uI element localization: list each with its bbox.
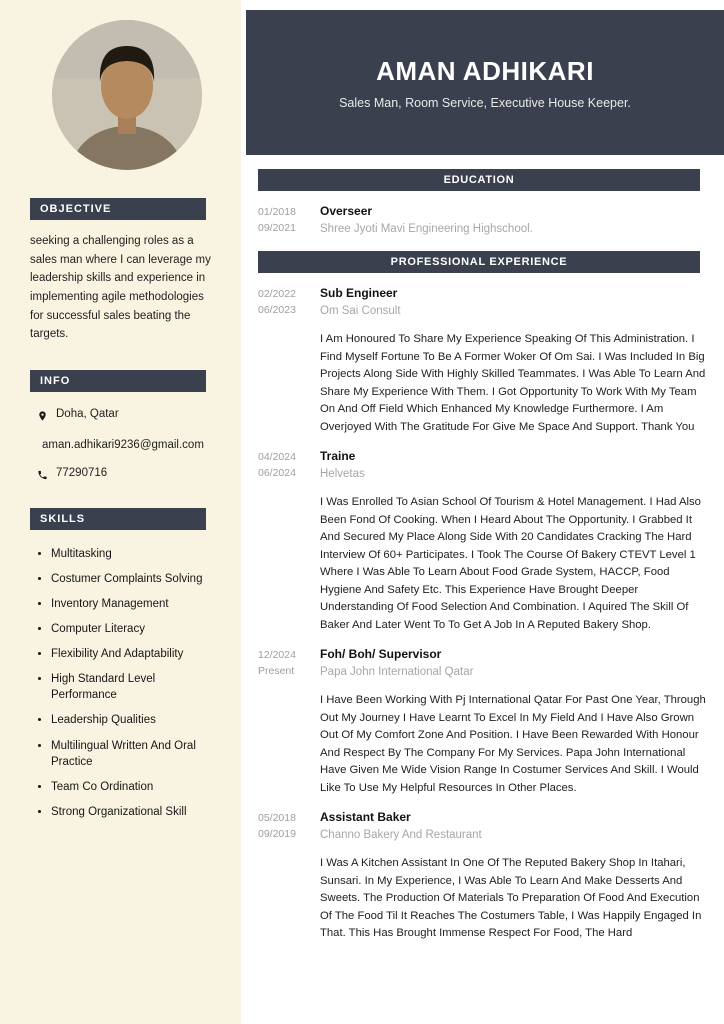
info-header — [30, 370, 206, 392]
profile-photo — [52, 20, 202, 170]
phone-icon — [36, 468, 48, 482]
experience-entry — [258, 286, 710, 436]
entry-body — [320, 204, 710, 237]
location-item — [30, 408, 223, 423]
entry-org: Shree Jyoti Mavi Engineering Highschool. — [320, 223, 533, 235]
entry-role: Foh/ Boh/ Supervisor — [320, 647, 442, 661]
location-text: Doha, Qatar — [56, 407, 119, 420]
date-start: 01/2018 — [258, 206, 296, 218]
entry-description: I Have Been Working With Pj International Qatar For Past One Year, Through Out My Journey I Have Learnt To Excel In My Field And I Have Also Grown Out Of My Comfort Zone And Position. I Have Been Rewarded With Honour And Respect By The Company For My Services. Papa John International Have Given Me Wide Vision Range In Costumer Services And Skill. I Would Like To Use My Helpful Resources In Other Places. — [320, 694, 706, 794]
date-start: 04/2024 — [258, 451, 296, 463]
entry-role: Assistant Baker — [320, 810, 411, 824]
entry-body — [320, 449, 710, 634]
entry-org: Om Sai Consult — [320, 305, 401, 317]
entry-dates — [258, 286, 320, 436]
main-content — [241, 0, 724, 1024]
date-end: 06/2023 — [258, 304, 296, 316]
phone-text: 77290716 — [56, 466, 108, 479]
candidate-subtitle: Sales Man, Room Service, Executive House Keeper. — [339, 95, 631, 110]
email-text: aman.adhikari9236@gmail.com — [42, 438, 204, 451]
entry-org: Helvetas — [320, 468, 365, 480]
entry-body — [320, 286, 710, 436]
education-entry — [258, 204, 710, 237]
entry-description: I Am Honoured To Share My Experience Speaking Of This Administration. I Find Myself Fortune To Be A Former Woker Of Om Sai. I Was Included In Big Projects Along Side With Highly Skilled Teammates. I Was Able To Learn And Share My Experience With Them. I Got Opportunity To Work With My Team On And Off Field Which Enhanced My Knowledge Furthermore. I Am Overjoyed With The Gratitude For Give Me Space And Support. Thank You — [320, 333, 706, 433]
skill-item: • Flexibility And Adaptability — [51, 646, 218, 662]
candidate-name: AMAN ADHIKARI — [376, 55, 594, 86]
skill-item: • Costumer Complaints Solving — [51, 571, 218, 587]
skill-item: • Multilingual Written And Oral Practice — [51, 738, 218, 770]
skills-header-label: SKILLS — [40, 512, 86, 525]
date-end: 06/2024 — [258, 467, 296, 479]
skill-item: • Strong Organizational Skill — [51, 804, 218, 820]
info-header-label: INFO — [40, 374, 71, 387]
date-end: 09/2021 — [258, 222, 296, 234]
date-end: 09/2019 — [258, 828, 296, 840]
objective-text: seeking a challenging roles as a sales man where I can leverage my leadership skills and experience in implementing agile methodologies for successful sales beating the targets. — [30, 235, 211, 341]
email-item — [30, 439, 223, 451]
skill-item: • High Standard Level Performance — [51, 671, 218, 703]
experience-entry — [258, 647, 710, 797]
entry-body — [320, 810, 710, 943]
skill-item: • Computer Literacy — [51, 621, 218, 637]
profile-photo-placeholder — [52, 20, 202, 170]
skills-header — [30, 508, 206, 530]
entry-dates — [258, 647, 320, 797]
skills-list — [36, 546, 218, 820]
sidebar — [0, 0, 241, 1024]
date-start: 12/2024 — [258, 649, 296, 661]
entry-dates — [258, 449, 320, 634]
objective-header-label: OBJECTIVE — [40, 203, 112, 215]
entry-description: I Was A Kitchen Assistant In One Of The Reputed Bakery Shop In Itahari, Sunsari. In My Experience, I Was Able To Learn And Make Desserts And Sweets. The Production Of Materials To Preparation Of Food And Execution Of The Food Til It Reaches The Costumers Table, I Was Happily Engaged In That. This Has Brought Immense Respect For Food, The Hard — [320, 857, 702, 939]
entry-role: Traine — [320, 449, 356, 463]
entry-dates — [258, 810, 320, 943]
date-start: 02/2022 — [258, 288, 296, 300]
date-end: Present — [258, 665, 295, 677]
experience-section-label: PROFESSIONAL EXPERIENCE — [390, 256, 568, 268]
header-band — [246, 10, 724, 155]
entry-dates — [258, 204, 320, 237]
phone-item — [30, 467, 223, 482]
skill-item: • Inventory Management — [51, 596, 218, 612]
experience-section-bar — [258, 251, 700, 273]
skill-item: • Multitasking — [51, 546, 218, 562]
skill-item: • Team Co Ordination — [51, 779, 218, 795]
experience-entry — [258, 810, 710, 943]
objective-header — [30, 198, 206, 220]
entry-role: Overseer — [320, 204, 373, 218]
date-start: 05/2018 — [258, 812, 296, 824]
education-section-bar — [258, 169, 700, 191]
entry-role: Sub Engineer — [320, 286, 398, 300]
location-pin-icon — [36, 409, 48, 423]
entry-description: I Was Enrolled To Asian School Of Tourism & Hotel Management. I Had Also Been Fond Of Cooking. When I Heard About The Opportunity. I Grabbed It And Secured My Place Along Side With 20 Candidates Cracking The Hard Interview Of 60+ Participates. I Took The Course Of Bakery CTEVT Level 1 Where I Was Able To Learn About Food Grade System, HACCP, Food Hygiene And Safety Etc. This Experience Have Brought Deeper Understanding Of Food Selection And Combination. I Aquired The Skill Of Baker And Later Went To To Get A Job In A Reputed Bakery Shop. — [320, 496, 701, 631]
entry-body — [320, 647, 710, 797]
experience-entry — [258, 449, 710, 634]
entry-org: Papa John International Qatar — [320, 666, 474, 678]
entry-org: Channo Bakery And Restaurant — [320, 829, 482, 841]
skill-item: • Leadership Qualities — [51, 712, 218, 728]
education-section-label: EDUCATION — [443, 174, 515, 186]
